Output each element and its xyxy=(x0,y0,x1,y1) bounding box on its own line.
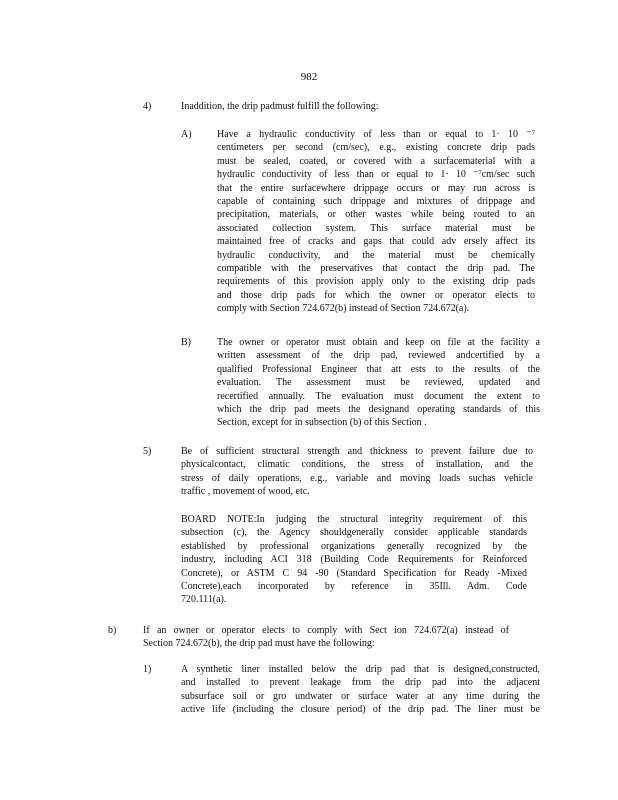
text-line: subsurface soil or gro undwater or surface water at any time during the xyxy=(181,690,540,702)
text-line: The owner or operator must obtain and keep on file at the facility a xyxy=(217,337,540,348)
text-line: that the entire surfacewhere drippage occurs or may run across is xyxy=(217,182,535,194)
text-line: recertified annually. The evaluation must document the extent to xyxy=(217,390,540,402)
text-line: physicalcontact, climatic conditions, the stress of installation, and the xyxy=(181,459,533,471)
text-line: If an owner or operator elects to comply with Sect ion 724.672(a) instead of xyxy=(143,625,509,636)
text-line: active life (including the closure period) of the drip pad. The liner must be xyxy=(181,704,540,716)
item-5-marker: 5) xyxy=(143,446,152,457)
item-4-marker: 4) xyxy=(143,101,152,112)
text-line: 720.111(a). xyxy=(181,594,227,606)
text-line: BOARD NOTE:In judging the structural integrity requirement of this xyxy=(181,514,527,525)
item-5-text xyxy=(181,445,533,499)
item-b-text xyxy=(143,624,509,651)
item-B-marker: B) xyxy=(181,337,191,348)
text-line: must be sealed, coated, or covered with a surfacematerial with a xyxy=(217,155,535,167)
text-line: Concrete),each incorporated by reference in 35Ill. Adm. Code xyxy=(181,581,527,593)
text-line: and those drip pads for which the owner or operator elects to xyxy=(217,289,535,301)
text-line: capable of containing such drippage and mixtures of drippage and xyxy=(217,196,535,208)
item-4-text xyxy=(181,100,436,113)
item-b-marker: b) xyxy=(108,625,117,636)
item-A-marker: A) xyxy=(181,129,192,140)
text-line: established by professional organizations generally recognized by the xyxy=(181,540,527,552)
text-line: Section 724.672(b), the drip pad must have the following: xyxy=(143,638,375,650)
text-line: requirements of this provision apply only to the existing drip pads xyxy=(217,276,535,288)
text-line: Concrete), or ASTM C 94 -90 (Standard Specification for Ready -Mixed xyxy=(181,567,527,579)
text-line: written assessment of the drip pad, reviewed andcertified by a xyxy=(217,350,540,362)
text-line: centimeters per second (cm/sec), e.g., existing concrete drip pads xyxy=(217,142,535,154)
item-1-marker: 1) xyxy=(143,664,152,675)
text-line: comply with Section 724.672(b) instead of Section 724.672(a). xyxy=(217,303,470,315)
text-line: subsection (c), the Agency shouldgenerally consider applicable standards xyxy=(181,527,527,539)
text-line: associated collection system. This surface material must be xyxy=(217,222,535,234)
text-line: precipitation, materials, or other wastes while being routed to an xyxy=(217,209,535,221)
text-line: Inaddition, the drip padmust fulfill the following: xyxy=(181,101,379,112)
text-line: hydraulic conductivity of less than or equal to 1· 10 ⁻⁷cm/sec such xyxy=(217,169,535,181)
text-line: and installed to prevent leakage from the drip pad into the adjacent xyxy=(181,677,540,689)
text-line: industry, including ACI 318 (Building Code Requirements for Reinforced xyxy=(181,554,527,566)
text-line: maintained free of cracks and gaps that could adv ersely affect its xyxy=(217,236,535,248)
text-line: hydraulic conductivity, and the material must be chemically xyxy=(217,249,535,261)
text-line: traffic , movement of wood, etc. xyxy=(181,486,310,498)
text-line: Have a hydraulic conductivity of less than or equal to 1· 10 ⁻⁷ xyxy=(217,129,535,140)
text-line: which the drip pad meets the designand operating standards of this xyxy=(217,404,540,416)
item-A-text xyxy=(217,128,535,316)
text-line: compatible with the preservatives that contact the drip pad. The xyxy=(217,263,535,275)
text-line: qualified Professional Engineer that att ests to the results of the xyxy=(217,363,540,375)
page-number: 982 xyxy=(300,71,318,83)
text-line: A synthetic liner installed below the drip pad that is designed,constructed, xyxy=(181,664,540,675)
text-line: stress of daily operations, e.g., variable and moving loads suchas vehicle xyxy=(181,472,533,484)
text-line: Be of sufficient structural strength and thickness to prevent failure due to xyxy=(181,446,533,457)
item-B-text xyxy=(217,336,540,430)
text-line: evaluation. The assessment must be reviewed, updated and xyxy=(217,377,540,389)
text-line: Section, except for in subsection (b) of this Section . xyxy=(217,417,427,429)
board-note xyxy=(181,513,527,607)
item-1-text xyxy=(181,663,540,717)
